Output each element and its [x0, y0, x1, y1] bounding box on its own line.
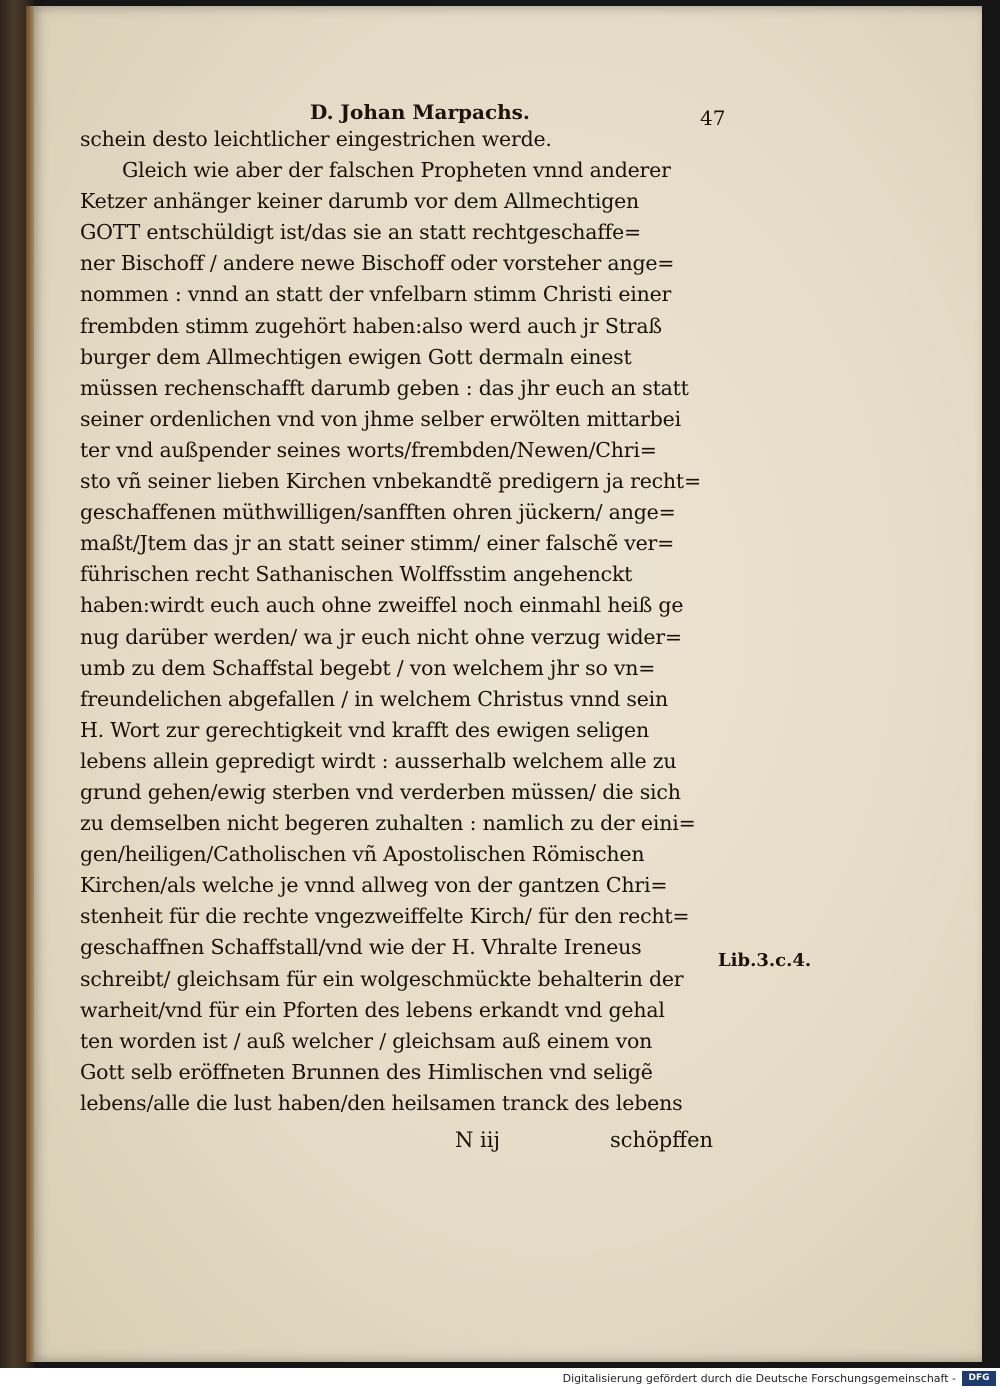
text-line: Ketzer anhänger keiner darumb vor dem Allmechtigen — [80, 189, 640, 214]
text-line: grund gehen/ewig sterben vnd verderben müssen/ die sich — [80, 779, 681, 804]
text-line: müssen rechenschafft darumb geben : das jhr euch an statt — [80, 375, 689, 400]
dfg-logo-icon: DFG — [962, 1371, 996, 1386]
running-head: D. Johan Marpachs. — [310, 100, 530, 124]
text-line: seiner ordenlichen vnd von jhme selber erwölten mittarbei — [80, 406, 681, 431]
text-line: haben:wirdt euch auch ohne zweiffel noch einmahl heiß ge — [80, 593, 684, 618]
text-line: nommen : vnnd an statt der vnfelbarn stimm Christi einer — [80, 282, 672, 307]
text-line: lebens allein gepredigt wirdt : ausserhalb welchem alle zu — [80, 748, 677, 773]
footer-credit: Digitalisierung gefördert durch die Deutsche Forschungsgemeinschaft - — [562, 1372, 956, 1385]
text-line: schein desto leichtlicher eingestrichen werde. — [80, 127, 552, 151]
page-gutter — [26, 6, 34, 1362]
text-line: Gott selb eröffneten Brunnen des Himlischen vnd seligẽ — [80, 1059, 653, 1084]
text-line: zu demselben nicht begeren zuhalten : namlich zu der eini= — [80, 811, 696, 836]
text-line: freundelichen abgefallen / in welchem Christus vnnd sein — [80, 686, 668, 711]
text-line: Kirchen/als welche je vnnd allweg von der gantzen Chri= — [80, 873, 668, 898]
text-line: nug darüber werden/ wa jr euch nicht ohne verzug wider= — [80, 624, 682, 649]
text-line: ner Bischoff / andere newe Bischoff oder vorsteher ange= — [80, 251, 675, 276]
text-line: lebens/alle die lust haben/den heilsamen tranck des lebens — [80, 1090, 683, 1115]
text-line: stenheit für die rechte vngezweiffelte Kirch/ für den recht= — [80, 904, 690, 929]
text-line: GOTT entschüldigt ist/das sie an statt rechtgeschaffe= — [80, 220, 641, 245]
body-text — [80, 124, 740, 1119]
text-line: H. Wort zur gerechtigkeit vnd krafft des ewigen seligen — [80, 717, 649, 742]
text-line: Gleich wie aber der falschen Propheten vnnd anderer — [122, 158, 671, 183]
margin-note: Lib.3.c.4. — [718, 950, 812, 971]
text-line: ten worden ist / auß welcher / gleichsam auß einem von — [80, 1028, 653, 1053]
text-line: frembden stimm zugehört haben:also werd auch jr Straß — [80, 313, 662, 338]
text-line: warheit/vnd für ein Pforten des lebens erkandt vnd gehal — [80, 997, 665, 1022]
signature-mark: N iij — [455, 1128, 500, 1152]
text-line: geschaffenen müthwilligen/sanfften ohren jückern/ ange= — [80, 500, 676, 525]
text-line: ter vnd außpender seines worts/frembden/Newen/Chri= — [80, 437, 657, 462]
text-line: maßt/Jtem das jr an statt seiner stimm/ einer falschẽ ver= — [80, 531, 675, 556]
text-line: führischen recht Sathanischen Wolffsstim angehenckt — [80, 562, 633, 587]
text-line: gen/heiligen/Catholischen vñ Apostolischen Römischen — [80, 842, 645, 867]
page-number: 47 — [700, 106, 726, 130]
text-line: sto vñ seiner lieben Kirchen vnbekandtẽ predigern ja recht= — [80, 469, 701, 494]
text-line: burger dem Allmechtigen ewigen Gott dermaln einest — [80, 344, 632, 369]
text-line: schreibt/ gleichsam für ein wolgeschmückte behalterin der — [80, 966, 684, 991]
text-line: umb zu dem Schaffstal begebt / von welchem jhr so vn= — [80, 655, 656, 680]
catchword: schöpffen — [610, 1128, 714, 1152]
text-line: geschaffnen Schaffstall/vnd wie der H. Vhralte Ireneus — [80, 935, 642, 960]
